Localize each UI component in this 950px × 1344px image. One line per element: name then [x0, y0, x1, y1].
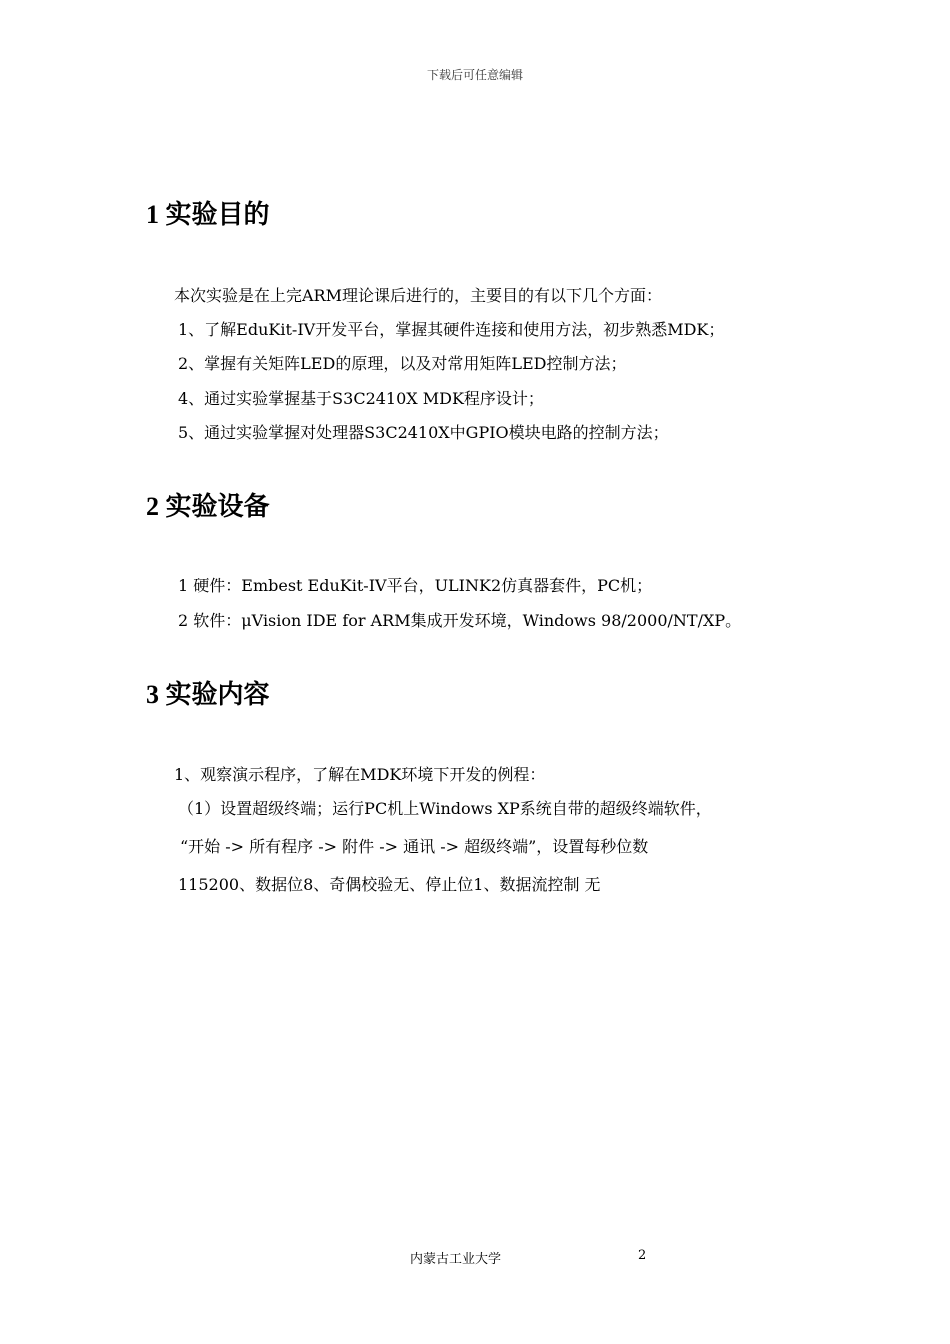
- equipment-line: 1 硬件：Embest EduKit-IV平台，ULINK2仿真器套件，PC机；: [178, 576, 653, 595]
- content-line: 1、观察演示程序，了解在MDK环境下开发的例程：: [174, 765, 546, 784]
- purpose-line: 1、了解EduKit-IV开发平台，掌握其硬件连接和使用方法，初步熟悉MDK；: [178, 320, 725, 339]
- purpose-line: 4、通过实验掌握基于S3C2410X MDK程序设计；: [178, 389, 544, 408]
- section-title-purpose: 1 实验目的: [146, 200, 270, 229]
- footer-school: 内蒙古工业大学: [410, 1252, 502, 1267]
- page-header: 下载后可任意编辑: [426, 68, 523, 82]
- purpose-line: 5、通过实验掌握对处理器S3C2410X中GPIO模块电路的控制方法；: [178, 423, 669, 442]
- section-title-equipment: 2 实验设备: [146, 492, 270, 521]
- content-line: （1）设置超级终端；运行PC机上Windows XP系统自带的超级终端软件，: [178, 799, 712, 818]
- equipment-line: 2 软件：μVision IDE for ARM集成开发环境，Windows 98/2000/NT/XP。: [178, 611, 742, 630]
- section-title-content: 3 实验内容: [146, 680, 270, 709]
- purpose-line: 2、掌握有关矩阵LED的原理，以及对常用矩阵LED控制方法；: [178, 354, 627, 373]
- purpose-line: 本次实验是在上完ARM理论课后进行的，主要目的有以下几个方面：: [174, 286, 662, 305]
- content-line: “开始 -> 所有程序 -> 附件 -> 通讯 -> 超级终端”，设置每秒位数: [180, 837, 649, 856]
- footer-page-number: 2: [638, 1248, 647, 1263]
- content-line: 115200、数据位8、奇偶校验无、停止位1、数据流控制 无: [178, 875, 601, 894]
